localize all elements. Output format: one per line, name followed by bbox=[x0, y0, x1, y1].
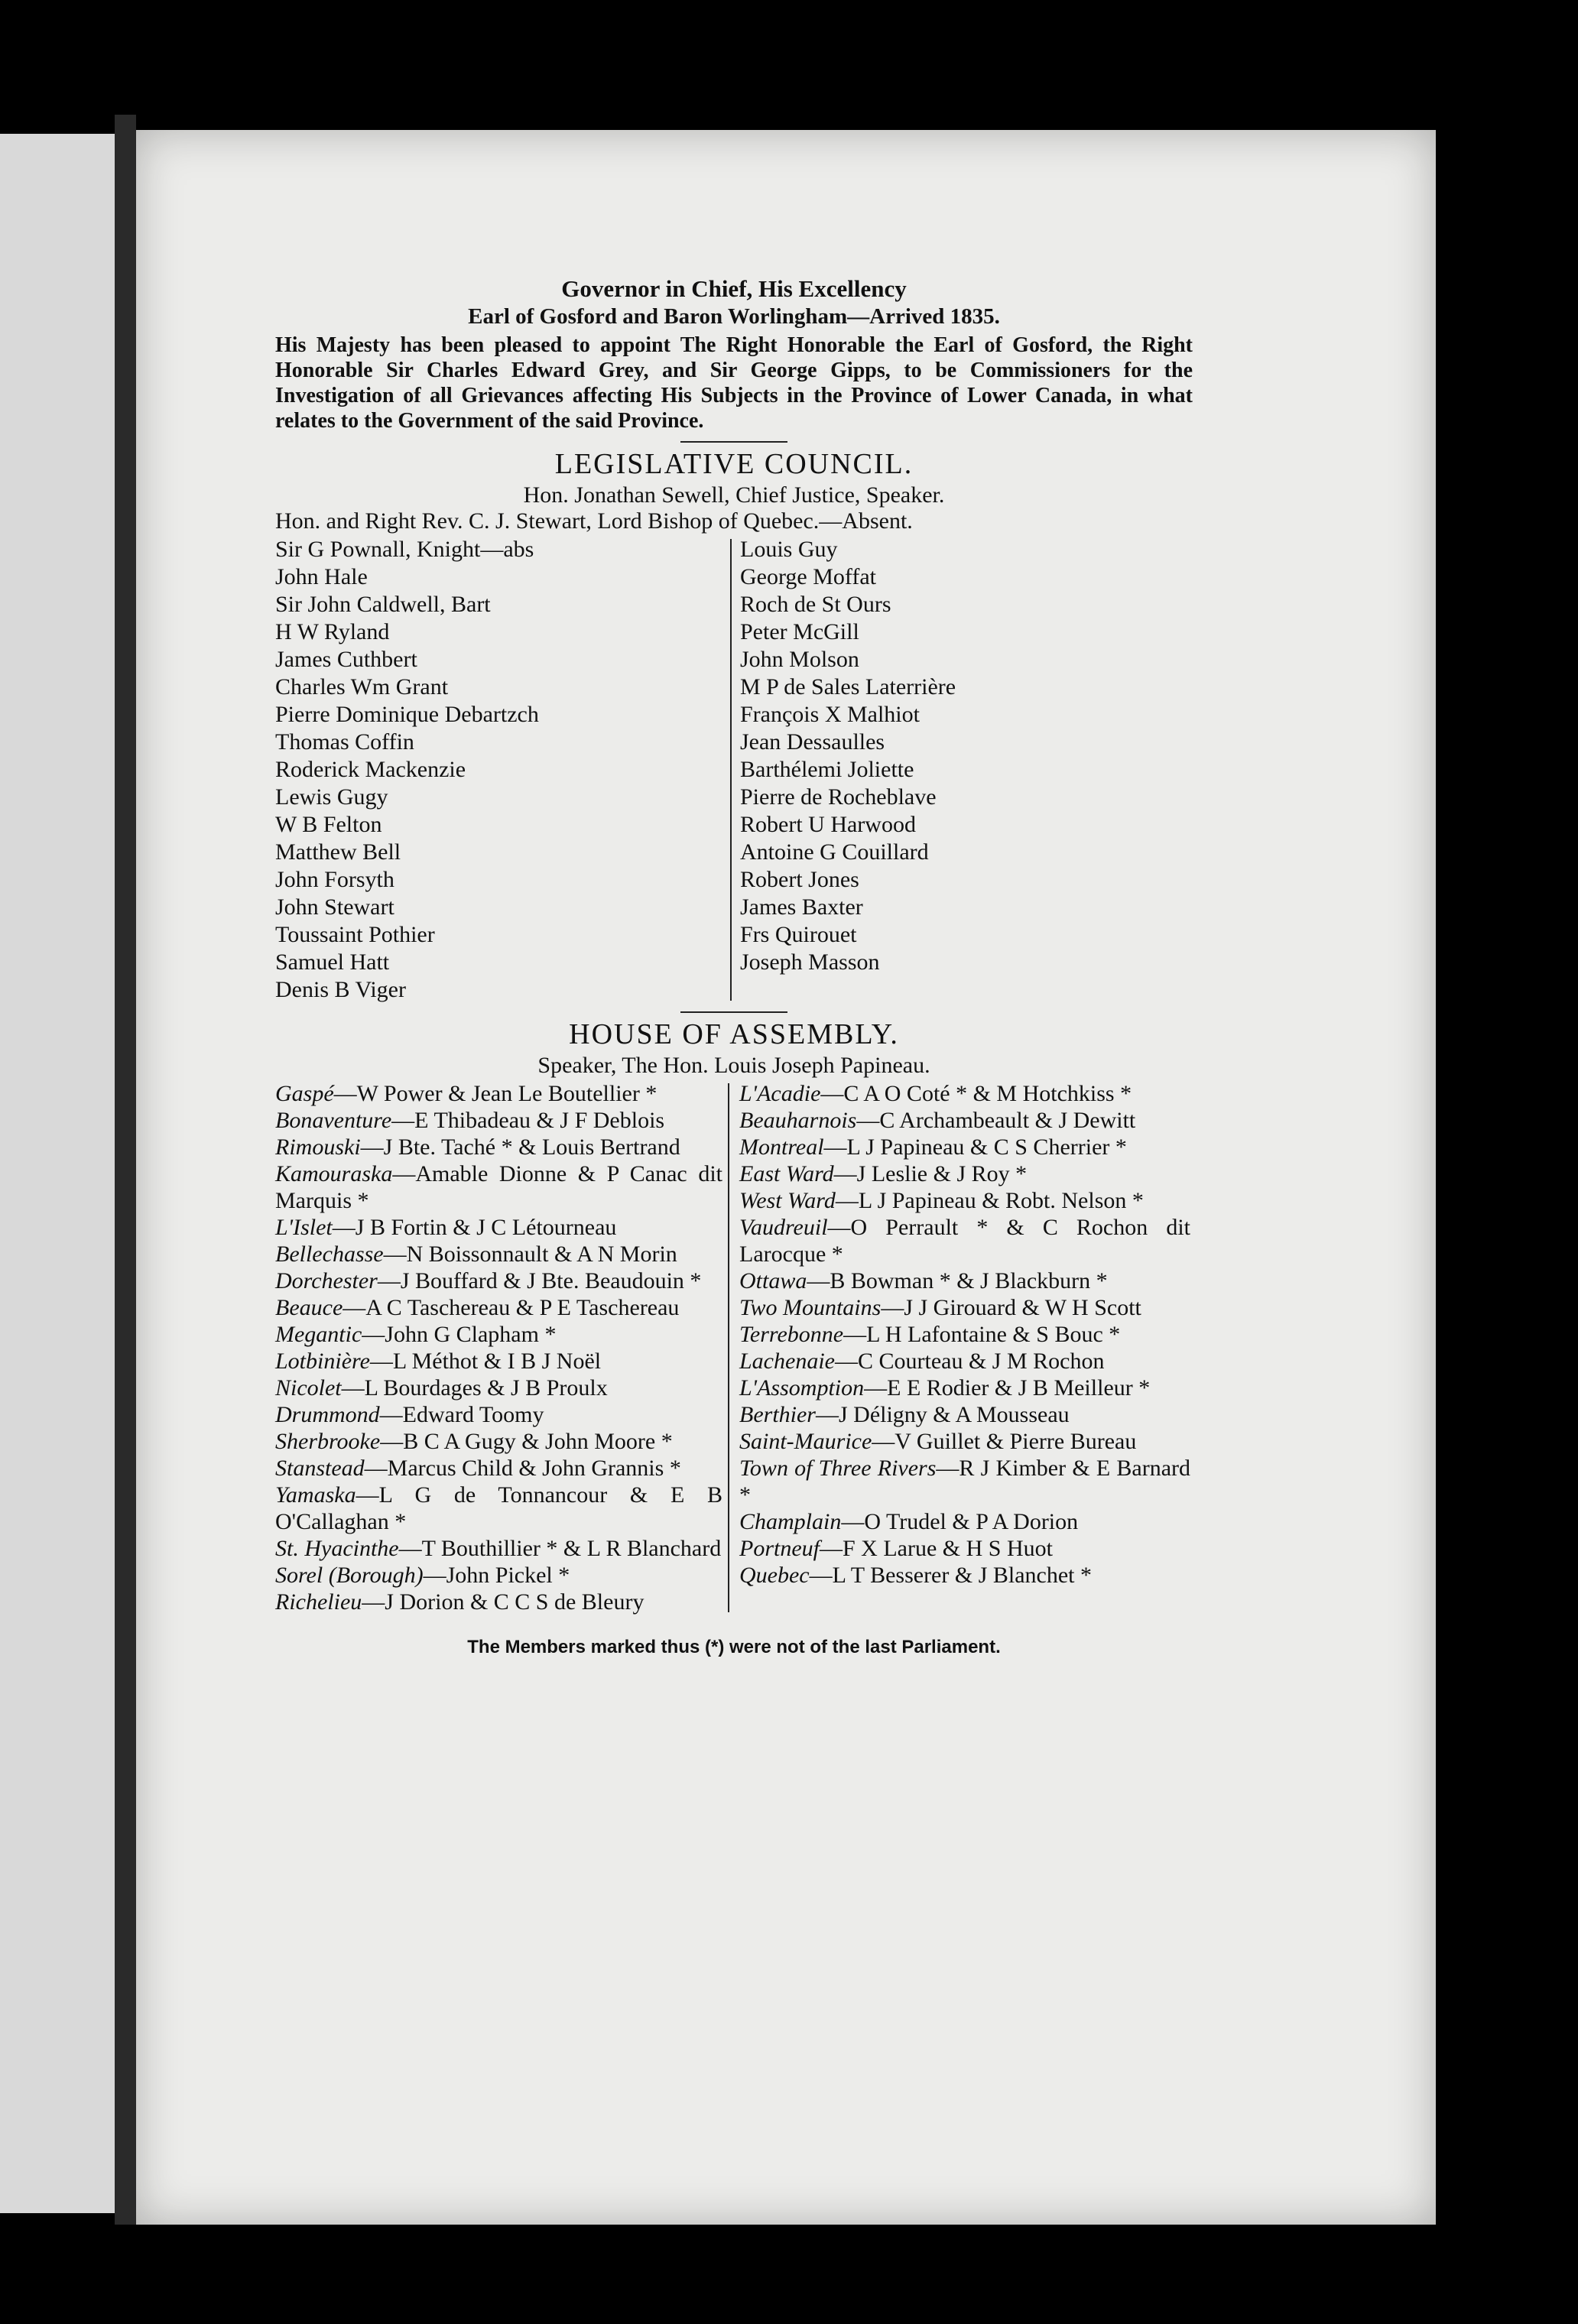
constituency-name: L'Acadie bbox=[739, 1081, 821, 1106]
constituency-entry bbox=[739, 1294, 1190, 1321]
council-left-column bbox=[275, 536, 726, 1004]
assembly-left-column bbox=[275, 1080, 722, 1615]
constituency-entry bbox=[739, 1428, 1190, 1455]
constituency-entry bbox=[739, 1321, 1190, 1348]
em-dash: — bbox=[823, 1134, 847, 1160]
page-content bbox=[275, 275, 1193, 1658]
members: J B Fortin & J C Létourneau bbox=[355, 1215, 617, 1240]
em-dash: — bbox=[332, 1215, 356, 1240]
council-member: W B Felton bbox=[275, 812, 382, 837]
council-member: John Hale bbox=[275, 564, 368, 589]
members: N Boissonnault & A N Morin bbox=[406, 1242, 677, 1267]
constituency-entry bbox=[275, 1214, 722, 1241]
assembly-members bbox=[275, 1080, 1193, 1615]
members: E Thibadeau & J F Deblois bbox=[414, 1108, 665, 1133]
section-divider bbox=[680, 1011, 787, 1013]
em-dash: — bbox=[864, 1375, 888, 1401]
constituency-entry bbox=[739, 1214, 1190, 1267]
members: L Méthot & I B J Noël bbox=[392, 1349, 602, 1374]
em-dash: — bbox=[364, 1456, 388, 1481]
constituency-name: L'Islet bbox=[275, 1215, 333, 1240]
members: E E Rodier & J B Meilleur * bbox=[887, 1375, 1151, 1401]
constituency-name: Quebec bbox=[739, 1563, 810, 1588]
constituency-entry bbox=[739, 1267, 1190, 1294]
members: F X Larue & H S Huot bbox=[843, 1536, 1053, 1561]
council-member: Toussaint Pothier bbox=[275, 922, 435, 947]
constituency-name: Richelieu bbox=[275, 1589, 362, 1615]
members: L G de Tonnancour & E B O'Callaghan * bbox=[275, 1482, 722, 1534]
members: Amable Dionne & P Canac dit Marquis * bbox=[275, 1161, 722, 1213]
constituency-entry bbox=[275, 1375, 722, 1401]
council-member: Barthélemi Joliette bbox=[740, 757, 914, 782]
council-member: Denis B Viger bbox=[275, 977, 406, 1002]
members: A C Taschereau & P E Taschereau bbox=[365, 1295, 680, 1320]
constituency-entry bbox=[739, 1348, 1190, 1375]
constituency-name: Bellechasse bbox=[275, 1242, 384, 1267]
constituency-entry bbox=[275, 1562, 722, 1589]
council-member: Joseph Masson bbox=[740, 949, 880, 975]
council-member: Louis Guy bbox=[740, 537, 838, 562]
em-dash: — bbox=[379, 1402, 403, 1427]
constituency-name: Gaspé bbox=[275, 1081, 334, 1106]
members: C Courteau & J M Rochon bbox=[857, 1349, 1105, 1374]
em-dash: — bbox=[333, 1081, 357, 1106]
constituency-name: Champlain bbox=[739, 1509, 842, 1534]
em-dash: — bbox=[833, 1161, 857, 1186]
em-dash: — bbox=[383, 1242, 407, 1267]
constituency-entry bbox=[275, 1401, 722, 1428]
constituency-entry bbox=[275, 1241, 722, 1267]
constituency-name: Town of Three Rivers bbox=[739, 1456, 937, 1481]
em-dash: — bbox=[815, 1402, 839, 1427]
members: J Déligny & A Mousseau bbox=[838, 1402, 1070, 1427]
constituency-entry bbox=[275, 1348, 722, 1375]
document-page bbox=[136, 130, 1436, 2225]
em-dash: — bbox=[872, 1429, 895, 1454]
constituency-entry bbox=[275, 1455, 722, 1482]
members: J J Girouard & W H Scott bbox=[904, 1295, 1141, 1320]
constituency-entry bbox=[739, 1535, 1190, 1562]
constituency-name: Two Mountains bbox=[739, 1295, 882, 1320]
constituency-name: Stanstead bbox=[275, 1456, 365, 1481]
em-dash: — bbox=[936, 1456, 959, 1481]
constituency-entry bbox=[739, 1562, 1190, 1589]
constituency-name: Saint-Maurice bbox=[739, 1429, 872, 1454]
constituency-name: Nicolet bbox=[275, 1375, 342, 1401]
constituency-entry bbox=[275, 1160, 722, 1214]
constituency-name: Lotbinière bbox=[275, 1349, 370, 1374]
constituency-entry bbox=[739, 1134, 1190, 1160]
constituency-name: Kamouraska bbox=[275, 1161, 393, 1186]
em-dash: — bbox=[392, 1161, 416, 1186]
members: O Perrault * & C Rochon dit Larocque * bbox=[739, 1215, 1190, 1267]
assembly-right-column bbox=[722, 1080, 1190, 1615]
governor-paragraph: His Majesty has been pleased to appoint The Right Honorable the Earl of Gosford, the Right Honorable Sir Charles Edward Grey, and Sir George Gipps, to be Commissioners for the Investigation of all Grievances affecting His Subjects in the Province of Lower Canada, in what relates to the Government of the said Province. bbox=[275, 333, 1193, 433]
constituency-name: Bonaventure bbox=[275, 1108, 392, 1133]
em-dash: — bbox=[820, 1536, 843, 1561]
constituency-name: St. Hyacinthe bbox=[275, 1536, 399, 1561]
council-member: M P de Sales Laterrière bbox=[740, 674, 956, 699]
members: L T Besserer & J Blanchet * bbox=[832, 1563, 1092, 1588]
em-dash: — bbox=[398, 1536, 422, 1561]
constituency-name: Beauce bbox=[275, 1295, 343, 1320]
section-divider bbox=[680, 441, 787, 443]
em-dash: — bbox=[807, 1268, 830, 1293]
assembly-speaker: Speaker, The Hon. Louis Joseph Papineau. bbox=[537, 1053, 930, 1078]
members: B Bowman * & J Blackburn * bbox=[830, 1268, 1108, 1293]
em-dash: — bbox=[856, 1108, 880, 1133]
em-dash: — bbox=[423, 1563, 446, 1588]
council-member: François X Malhiot bbox=[740, 702, 920, 727]
em-dash: — bbox=[360, 1134, 384, 1160]
members: C A O Coté * & M Hotchkiss * bbox=[843, 1081, 1132, 1106]
council-member: James Cuthbert bbox=[275, 647, 417, 672]
constituency-entry bbox=[739, 1401, 1190, 1428]
em-dash: — bbox=[820, 1081, 844, 1106]
em-dash: — bbox=[881, 1295, 904, 1320]
constituency-entry bbox=[275, 1535, 722, 1562]
members: Edward Toomy bbox=[402, 1402, 544, 1427]
constituency-name: Portneuf bbox=[739, 1536, 820, 1561]
council-member: Antoine G Couillard bbox=[740, 839, 929, 865]
members: John G Clapham * bbox=[385, 1322, 557, 1347]
constituency-entry bbox=[275, 1589, 722, 1615]
em-dash: — bbox=[841, 1509, 865, 1534]
constituency-entry bbox=[275, 1482, 722, 1535]
members: J Leslie & J Roy * bbox=[856, 1161, 1028, 1186]
em-dash: — bbox=[377, 1268, 401, 1293]
book-gutter bbox=[115, 115, 136, 2225]
column-divider bbox=[728, 1083, 729, 1612]
members: V Guillet & Pierre Bureau bbox=[895, 1429, 1137, 1454]
council-member: Frs Quirouet bbox=[740, 922, 857, 947]
council-member: Thomas Coffin bbox=[275, 729, 414, 755]
council-bishop: Hon. and Right Rev. C. J. Stewart, Lord Bishop of Quebec.—Absent. bbox=[275, 508, 913, 534]
members: John Pickel * bbox=[446, 1563, 570, 1588]
constituency-entry bbox=[739, 1455, 1190, 1508]
constituency-entry bbox=[275, 1428, 722, 1455]
members: L H Lafontaine & S Bouc * bbox=[866, 1322, 1121, 1347]
council-member: John Stewart bbox=[275, 894, 394, 920]
members: J Bouffard & J Bte. Beaudouin * bbox=[400, 1268, 702, 1293]
em-dash: — bbox=[369, 1349, 393, 1374]
em-dash: — bbox=[835, 1188, 859, 1213]
council-member: Pierre de Rocheblave bbox=[740, 784, 937, 810]
council-speaker: Hon. Jonathan Sewell, Chief Justice, Speaker. bbox=[523, 482, 945, 508]
constituency-entry bbox=[275, 1294, 722, 1321]
members: T Bouthillier * & L R Blanchard bbox=[421, 1536, 722, 1561]
council-member: Pierre Dominique Debartzch bbox=[275, 702, 539, 727]
constituency-name: East Ward bbox=[739, 1161, 834, 1186]
constituency-name: Sherbrooke bbox=[275, 1429, 381, 1454]
constituency-entry bbox=[275, 1321, 722, 1348]
members: W Power & Jean Le Boutellier * bbox=[356, 1081, 658, 1106]
council-member: George Moffat bbox=[740, 564, 877, 589]
constituency-name: Berthier bbox=[739, 1402, 816, 1427]
members: J Dorion & C C S de Bleury bbox=[385, 1589, 645, 1615]
em-dash: — bbox=[843, 1322, 867, 1347]
council-member: Jean Dessaulles bbox=[740, 729, 885, 755]
governor-title: Governor in Chief, His Excellency bbox=[561, 275, 907, 302]
members: C Archambeault & J Dewitt bbox=[879, 1108, 1136, 1133]
constituency-name: Lachenaie bbox=[739, 1349, 835, 1374]
council-member: Samuel Hatt bbox=[275, 949, 390, 975]
constituency-entry bbox=[275, 1107, 722, 1134]
constituency-name: Montreal bbox=[739, 1134, 824, 1160]
council-members bbox=[275, 536, 1193, 1004]
council-member: John Molson bbox=[740, 647, 859, 672]
constituency-name: Megantic bbox=[275, 1322, 362, 1347]
facing-page bbox=[0, 134, 115, 2213]
council-member: John Forsyth bbox=[275, 867, 394, 892]
council-member: Sir G Pownall, Knight—abs bbox=[275, 537, 534, 562]
footnote: The Members marked thus (*) were not of the last Parliament. bbox=[467, 1637, 1001, 1657]
members: O Trudel & P A Dorion bbox=[864, 1509, 1079, 1534]
em-dash: — bbox=[343, 1295, 366, 1320]
em-dash: — bbox=[834, 1349, 858, 1374]
constituency-entry bbox=[739, 1160, 1190, 1187]
council-member: Robert Jones bbox=[740, 867, 859, 892]
constituency-entry bbox=[275, 1267, 722, 1294]
council-member: Charles Wm Grant bbox=[275, 674, 449, 699]
constituency-entry bbox=[275, 1080, 722, 1107]
house-of-assembly-title: HOUSE OF ASSEMBLY. bbox=[569, 1018, 899, 1050]
governor-line: Earl of Gosford and Baron Worlingham—Arrived 1835. bbox=[468, 304, 1000, 329]
members: L J Papineau & C S Cherrier * bbox=[846, 1134, 1127, 1160]
members: R J Kimber & E Barnard * bbox=[739, 1456, 1190, 1508]
council-member: Sir John Caldwell, Bart bbox=[275, 592, 491, 617]
council-member: Robert U Harwood bbox=[740, 812, 916, 837]
council-right-column bbox=[726, 536, 1191, 1004]
constituency-name: Drummond bbox=[275, 1402, 380, 1427]
council-member: Matthew Bell bbox=[275, 839, 401, 865]
em-dash: — bbox=[362, 1322, 385, 1347]
constituency-name: West Ward bbox=[739, 1188, 836, 1213]
constituency-name: Terrebonne bbox=[739, 1322, 844, 1347]
members: J Bte. Taché * & Louis Bertrand bbox=[383, 1134, 680, 1160]
constituency-name: Yamaska bbox=[275, 1482, 356, 1508]
constituency-name: Rimouski bbox=[275, 1134, 361, 1160]
members: Marcus Child & John Grannis * bbox=[387, 1456, 681, 1481]
council-member: H W Ryland bbox=[275, 619, 390, 644]
em-dash: — bbox=[391, 1108, 415, 1133]
members: B C A Gugy & John Moore * bbox=[403, 1429, 673, 1454]
constituency-entry bbox=[739, 1187, 1190, 1214]
constituency-name: L'Assomption bbox=[739, 1375, 865, 1401]
council-member: Roch de St Ours bbox=[740, 592, 891, 617]
members: L J Papineau & Robt. Nelson * bbox=[858, 1188, 1144, 1213]
legislative-council-title: LEGISLATIVE COUNCIL. bbox=[554, 448, 914, 480]
em-dash: — bbox=[380, 1429, 404, 1454]
em-dash: — bbox=[827, 1215, 851, 1240]
constituency-name: Beauharnois bbox=[739, 1108, 857, 1133]
constituency-name: Dorchester bbox=[275, 1268, 378, 1293]
constituency-name: Sorel (Borough) bbox=[275, 1563, 424, 1588]
constituency-entry bbox=[739, 1508, 1190, 1535]
constituency-entry bbox=[739, 1375, 1190, 1401]
council-member: Lewis Gugy bbox=[275, 784, 388, 810]
council-member: James Baxter bbox=[740, 894, 863, 920]
constituency-entry bbox=[275, 1134, 722, 1160]
column-divider bbox=[730, 539, 732, 1001]
constituency-name: Ottawa bbox=[739, 1268, 807, 1293]
em-dash: — bbox=[356, 1482, 379, 1508]
constituency-name: Vaudreuil bbox=[739, 1215, 828, 1240]
members: L Bourdages & J B Proulx bbox=[364, 1375, 608, 1401]
constituency-entry bbox=[739, 1080, 1190, 1107]
council-member: Roderick Mackenzie bbox=[275, 757, 466, 782]
em-dash: — bbox=[341, 1375, 365, 1401]
council-member: Peter McGill bbox=[740, 619, 859, 644]
em-dash: — bbox=[809, 1563, 833, 1588]
constituency-entry bbox=[739, 1107, 1190, 1134]
em-dash: — bbox=[362, 1589, 385, 1615]
